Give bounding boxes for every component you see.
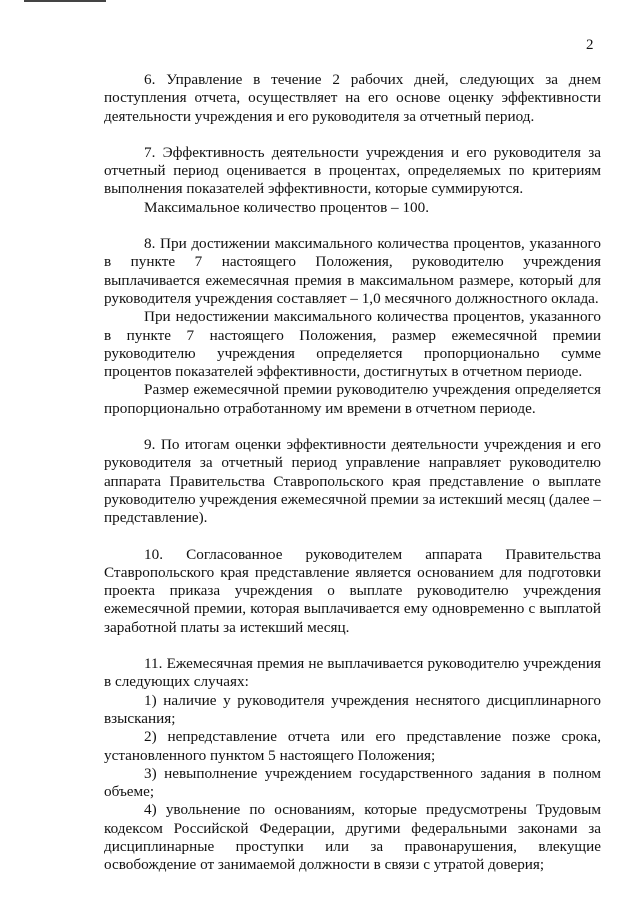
paragraph-8: 8. При достижении максимального количества процентов, указанного в пункте 7 настоящего Положения, руководителю учреждения выплачивается ежемесячная премия в максимальном размере, который для руководителя учреждения составляет – 1,0 месячного должностного оклада. [104,235,601,307]
paragraph-9: 9. По итогам оценки эффективности деятельности учреждения и его руководителя за отчетный период управление направляет руководителю аппарата Правительства Ставропольского края представление о выплате руководителю учреждения ежемесячной премии за истекший месяц (далее – представление). [104,436,601,527]
document-body [104,71,601,875]
page-number: 2 [586,37,594,53]
paragraph-11-item-3: 3) невыполнение учреждением государственного задания в полном объеме; [104,764,601,801]
paragraph-7: 7. Эффективность деятельности учреждения и его руководителя за отчетный период оценивается в процентах, определяемых по критериям выполнения показателей эффективности, которые суммируются. [104,143,601,198]
paragraph-6: 6. Управление в течение 2 рабочих дней, следующих за днем поступления отчета, осуществляет на его основе оценку эффективности деятельности учреждения и его руководителя за отчетный период. [104,71,601,125]
paragraph-7-max-percent: Максимальное количество процентов – 100. [144,198,430,216]
paragraph-8-proportional-time: Размер ежемесячной премии руководителю учреждения определяется пропорционально отработанному им времени в отчетном периоде. [104,381,601,417]
paragraph-11: 11. Ежемесячная премия не выплачивается руководителю учреждения в следующих случаях: [104,655,601,691]
top-rule [24,0,106,2]
paragraph-11-item-2: 2) непредставление отчета или его представление позже срока, установленного пунктом 5 настоящего Положения; [104,728,601,764]
paragraph-11-item-4: 4) увольнение по основаниям, которые предусмотрены Трудовым кодексом Российской Федерации, другими федеральными законами за дисциплинарные проступки или за правонарушения, влекущие освобождение от занимаемой должности в связи с утратой доверия; [104,801,601,874]
paragraph-11-item-1: 1) наличие у руководителя учреждения неснятого дисциплинарного взыскания; [104,691,601,727]
paragraph-8-underachievement: При недостижении максимального количества процентов, указанного в пункте 7 настоящего Положения, размер ежемесячной премии руководителю учреждения определяется пропорционально сумме процентов показателей эффективности, достигнутых в отчетном периоде. [104,308,601,381]
paragraph-10: 10. Согласованное руководителем аппарата Правительства Ставропольского края представление является основанием для подготовки проекта приказа учреждения о выплате руководителю учреждения ежемесячной премии, которая выплачивается ему одновременно с выплатой заработной платы за истекший месяц. [104,545,601,636]
